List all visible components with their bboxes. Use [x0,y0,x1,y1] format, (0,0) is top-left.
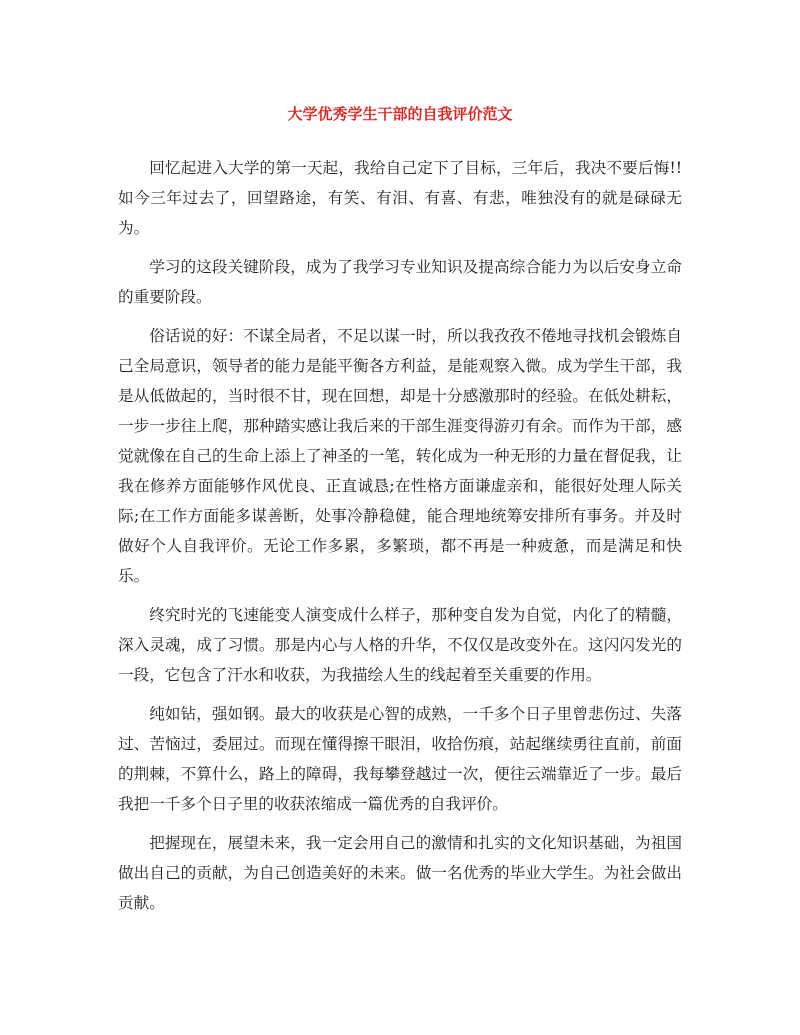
paragraph-5: 纯如钻，强如钢。最大的收获是心智的成熟，一千多个日子里曾悲伤过、失落过、苦恼过，委屈过。而现在懂得擦干眼泪，收拾伤痕，站起继续勇往直前，前面的荆棘，不算什么，路上的障碍，我每攀登越过一次，便往云端靠近了一步。最后我把一千多个日子里的收获浓缩成一篇优秀的自我评价。 [118,705,682,813]
paragraph-3: 俗话说的好：不谋全局者，不足以谋一时，所以我孜孜不倦地寻找机会锻炼自己全局意识，领导者的能力是能平衡各方利益，是能观察入微。成为学生干部，我是从低做起的，当时很不甘，现在回想，却是十分感激那时的经验。在低处耕耘，一步一步往上爬，那种踏实感让我后来的干部生涯变得游刃有余。而作为干部，感觉就像在自己的生命上添上了神圣的一笔，转化成为一种无形的力量在督促我，让我在修养方面能够作风优良、正直诚恳;在性格方面谦虚亲和，能很好处理人际关际;在工作方面能多谋善断，处事冷静稳健，能合理地统筹安排所有事务。并及时做好个人自我评价。无论工作多累，多繁琐，都不再是一种疲惫，而是满足和快乐。 [118,327,682,585]
document-page [118,0,682,1035]
paragraph-2: 学习的这段关键阶段，成为了我学习专业知识及提高综合能力为以后安身立命的重要阶段。 [118,258,682,306]
paragraph-6: 把握现在，展望未来，我一定会用自己的激情和扎实的文化知识基础，为祖国做出自己的贡献，为自己创造美好的未来。做一名优秀的毕业大学生。为社会做出贡献。 [118,834,682,912]
document-title: 大学优秀学生干部的自我评价范文 [287,105,513,123]
document-body [118,153,682,927]
paragraph-4: 终究时光的飞速能变人演变成什么样子，那种变自发为自觉，内化了的精髓，深入灵魂，成了习惯。那是内心与人格的升华，不仅仅是改变外在。这闪闪发光的一段，它包含了汗水和收获，为我描绘人生的线起着至关重要的作用。 [118,606,682,684]
paragraph-1: 回忆起进入大学的第一天起，我给自己定下了目标，三年后，我决不要后悔!!如今三年过去了，回望路途，有笑、有泪、有喜、有悲，唯独没有的就是碌碌无为。 [118,159,682,237]
